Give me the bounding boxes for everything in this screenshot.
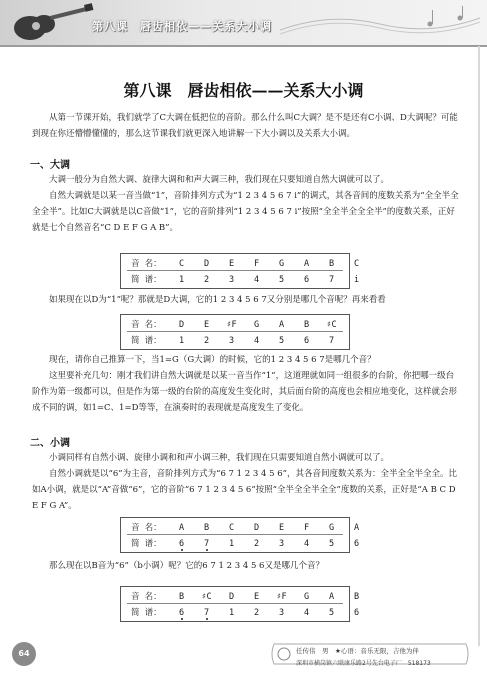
lesson-title: 第八课 唇齿相依——关系大小调: [123, 81, 364, 100]
note-name-row: 音 名： C D E F G A B C: [131, 259, 360, 269]
table-rule: [127, 331, 343, 332]
table-rule: [127, 603, 343, 604]
minor-paragraph-1: 小调同样有自然小调、旋律小调和和声小调三种，我们现在只需要知道自然小调就可以了。: [49, 453, 390, 463]
major-paragraph-1: 大调一般分为自然大调、旋律大调和和声大调三种，我们现在只要知道自然大调就可以了。: [49, 175, 390, 185]
footer-address: 深圳市横岗镇六联康乐路2号先台电子厂 518173: [296, 660, 431, 667]
table-rule: [127, 270, 343, 271]
minor-paragraph-3: 那么现在以B音为“6”（b小调）呢？它的6 7 1 2 3 4 5 6又是哪几个音？: [49, 561, 324, 571]
major-paragraph-4: 现在，请你自己推算一下，当1=G（G大调）的时候，它的1 2 3 4 5 6 7是哪几个音？: [49, 355, 376, 365]
page-right-rule: [478, 46, 480, 646]
note-name-row: 音 名： D E ♯F G A B ♯C: [131, 320, 337, 330]
header-title: 第八课 唇齿相依——关系大小调: [92, 20, 272, 33]
notation-table-b-minor: [120, 586, 360, 622]
notation-table-a-minor: [120, 517, 360, 553]
page-header-band: [0, 0, 487, 46]
numbered-notation-row: 简 谱： 6 7 1 2 3 4 5 6: [131, 608, 360, 618]
minor-paragraph-2: 自然小调就是以“6”为主音，音阶排列方式为“6 7 1 2 3 4 5 6”，其各音间度数关系为：全半全全半全全。比如A小调，就是以“A”音做“6”，它的音阶“6 7 1 2 3 4 5 6”按照“全半全全半全全”度数的关系，正好是“A B C D E F G A”。: [32, 469, 457, 511]
guitar-icon: [8, 2, 94, 44]
footer-brand: 任传伟 男 ★心语：音乐无限，吉他为伴: [296, 647, 419, 655]
page-number: 64: [12, 642, 36, 666]
major-paragraph-3: 如果现在以D为“1”呢？那就是D大调，它的1 2 3 4 5 6 7又分别是哪几个音呢？再来看看: [49, 295, 386, 305]
major-paragraph-2: 自然大调就是以某一音当做“1”，音阶排列方式为“1 2 3 4 5 6 7 i”的调式，其各音间的度数关系为“全全半全全全半”。比如C大调就是以C音做“1”，它的音阶排列“1 2 3 4 5 6 7 i”按照“全全半全全全半”的度数关系，正好就是七个自然音名“C D E F G A B”。: [32, 191, 459, 233]
numbered-notation-row: 简 谱： 1 2 3 4 5 6 7 i: [131, 275, 360, 285]
notation-table-d-major: [120, 314, 350, 350]
header-divider: [0, 45, 487, 47]
music-notes-decoration-icon: [280, 4, 480, 40]
table-rule: [127, 534, 343, 535]
note-name-row: 音 名： B ♯C D E ♯F G A B: [131, 592, 360, 602]
numbered-notation-row: 简 谱： 6 7 1 2 3 4 5 6: [131, 539, 360, 549]
note-name-row: 音 名： A B C D E F G A: [131, 523, 360, 533]
section-heading-minor: 二、小调: [30, 438, 70, 449]
numbered-notation-row: 简 谱： 1 2 3 4 5 6 7: [131, 336, 335, 346]
section-heading-major: 一、大调: [30, 160, 70, 171]
intro-paragraph: 从第一节课开始，我们就学了C大调在低把位的音阶。那么什么叫C大调？是不是还有C小调、D大调呢？可能到现在你还懵懵懂懂的，那么这节课我们就更深入地讲解一下大小调以及关系大小调。: [32, 113, 458, 139]
major-paragraph-5: 这里要补充几句：刚才我们讲自然大调就是以某一音当作“1”，这道理就如同一组很多的台阶，你把哪一级台阶作为第一级都可以，但是作为第一级的台阶的高度发生变化时，其后面台阶的高度也会相应地变化，这样就会形成不同的调，如1=C、1=D等等，在演奏时的表现就是高度发生了变化。: [32, 371, 458, 413]
notation-table-c-major: [120, 253, 360, 289]
